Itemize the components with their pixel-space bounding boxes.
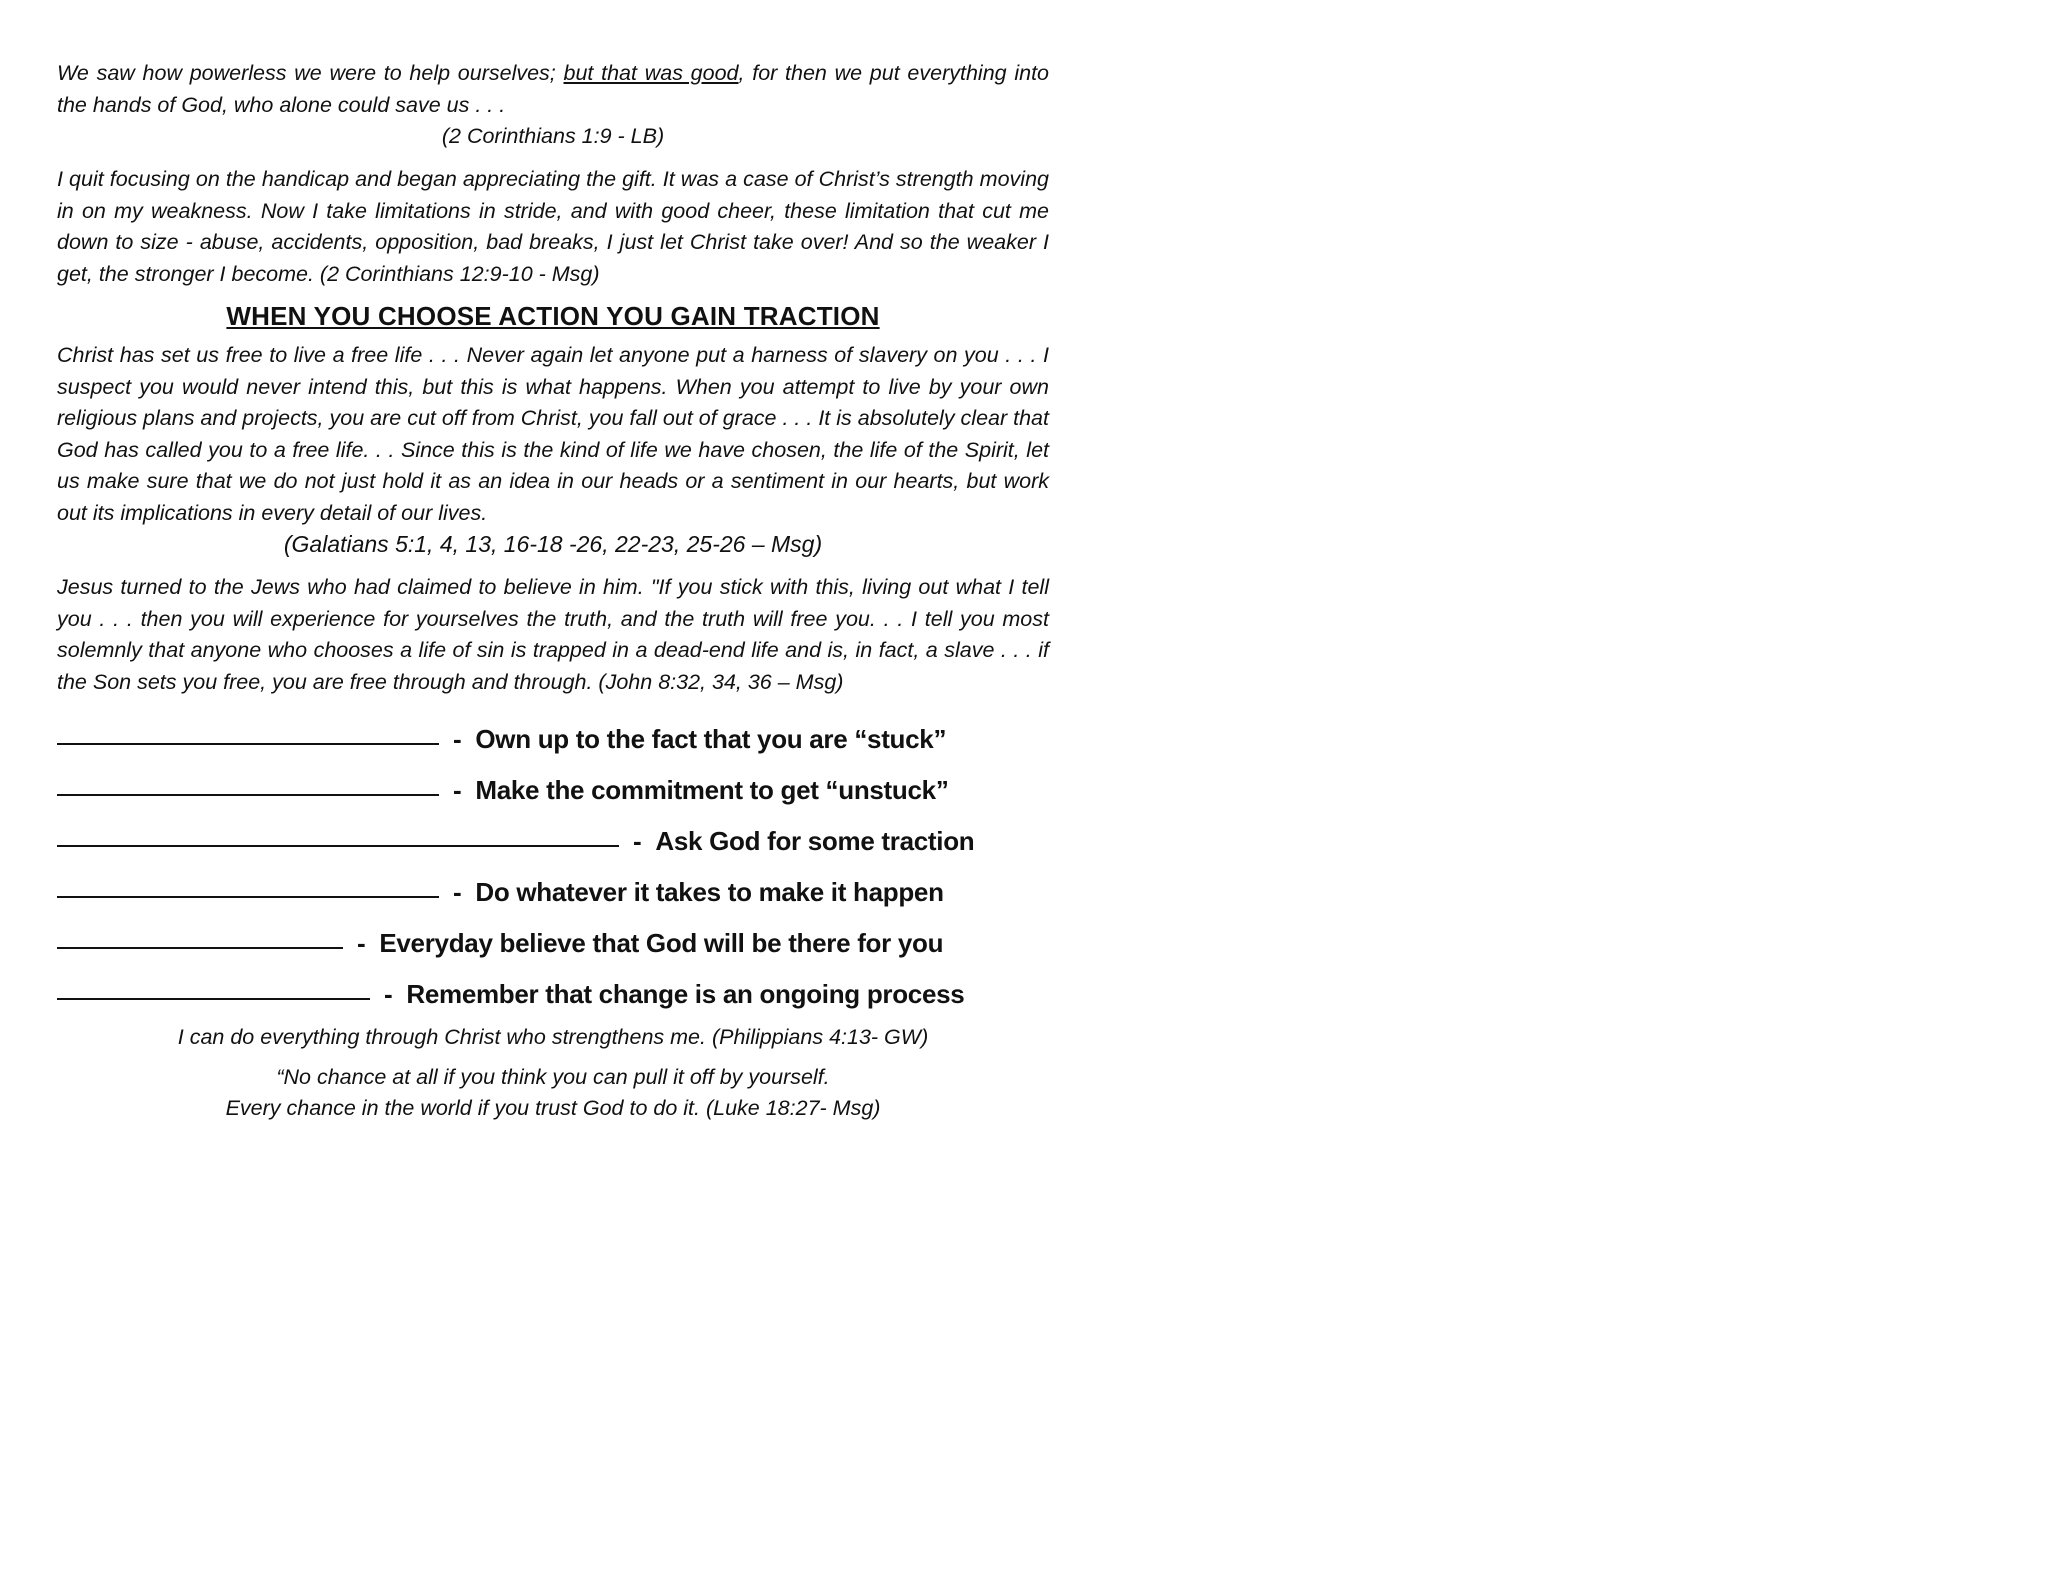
passage-powerless-text-a: We saw how powerless we were to help ourselves; (57, 61, 564, 85)
fill-in-blank (57, 741, 439, 745)
passage-powerless-reference: (2 Corinthians 1:9 - LB) (441, 124, 665, 148)
closing-luke-line1: “No chance at all if you think you can pull it off by yourself. (276, 1064, 830, 1089)
fill-in-dash: - (357, 928, 366, 958)
fill-in-row (57, 959, 1049, 1010)
fill-in-blank (57, 996, 370, 1000)
fill-in-blank (57, 792, 439, 796)
passage-free-life: Christ has set us free to live a free life . . . Never again let anyone put a harness of slavery on you . . . I suspect you would never intend this, but this is what happens. When you attempt to live by your own religious plans and projects, you are cut off from Christ, you fall out of grace . . . It is absolutely clear that God has called you to a free life. . . Since this is the kind of life we have chosen, the life of the Spirit, let us make sure that we do not just hold it as an idea in our heads or a sentiment in our hearts, but work out its implications in every detail of our lives. (57, 343, 1049, 525)
fill-in-label: Do whatever it takes to make it happen (475, 877, 944, 907)
fill-in-blank (57, 843, 619, 847)
closing-luke-line2: Every chance in the world if you trust God to do it. (Luke 18:27- Msg) (225, 1096, 881, 1120)
fill-in-label: Ask God for some traction (655, 826, 975, 856)
fill-in-label: Own up to the fact that you are “stuck” (475, 724, 947, 754)
passage-handicap: I quit focusing on the handicap and began appreciating the gift. It was a case of Christ’s strength moving in on my weakness. Now I take limitations in stride, and with good cheer, these limitation that cut me down to size - abuse, accidents, opposition, bad breaks, I just let Christ take over! And so the weaker I get, the stronger I become. (2 Corinthians 12:9-10 - Msg) (57, 167, 1049, 286)
fill-in-list (57, 704, 1049, 1010)
passage-truth: Jesus turned to the Jews who had claimed to believe in him. "If you stick with this, living out what I tell you . . . then you will experience for yourselves the truth, and the truth will free you. . . I tell you most solemnly that anyone who chooses a life of sin is trapped in a dead-end life and is, in fact, a slave . . . if the Son sets you free, you are free through and through. (John 8:32, 34, 36 – Msg) (57, 575, 1049, 694)
fill-in-dash: - (453, 775, 462, 805)
fill-in-row (57, 755, 1049, 806)
closing-philippians: I can do everything through Christ who strengthens me. (Philippians 4:13- GW) (177, 1025, 929, 1049)
fill-in-label: Make the commitment to get “unstuck” (475, 775, 949, 805)
fill-in-label: Everyday believe that God will be there for you (379, 928, 944, 958)
fill-in-dash: - (384, 979, 393, 1009)
fill-in-dash: - (453, 877, 462, 907)
section-heading: WHEN YOU CHOOSE ACTION YOU GAIN TRACTION (226, 301, 880, 331)
passage-powerless (57, 58, 1049, 121)
fill-in-row (57, 908, 1049, 959)
fill-in-row (57, 857, 1049, 908)
passage-powerless-underlined: but that was good (563, 61, 739, 85)
fill-in-blank (57, 945, 343, 949)
fill-in-dash: - (633, 826, 642, 856)
left-column (57, 58, 1049, 1125)
fill-in-blank (57, 894, 439, 898)
fill-in-row (57, 704, 1049, 755)
fill-in-row (57, 806, 1049, 857)
passage-powerless-text-b: , for then we put everything into the hands of God, who alone could save us . . . (57, 61, 1050, 117)
fill-in-label: Remember that change is an ongoing process (406, 979, 965, 1009)
passage-free-life-reference: (Galatians 5:1, 4, 13, 16-18 -26, 22-23, 25-26 – Msg) (283, 531, 823, 557)
fill-in-dash: - (453, 724, 462, 754)
